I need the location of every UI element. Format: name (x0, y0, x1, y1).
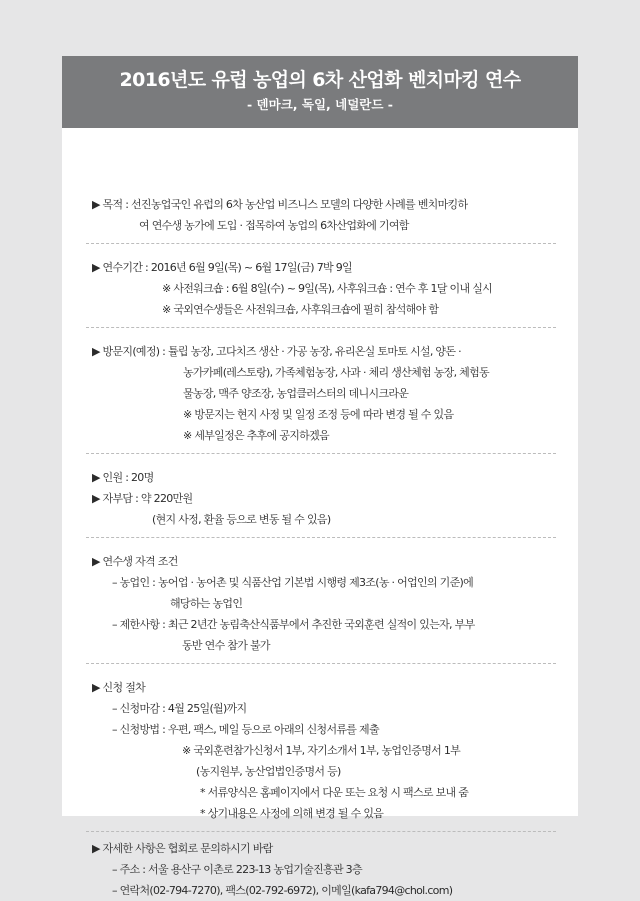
period-note: ※ 국외연수생들은 사전워크숍, 사후워크숍에 필히 참석해야 함 (162, 303, 439, 316)
application-method: – 신청방법 : 우편, 팩스, 메일 등으로 아래의 신청서류를 제출 (112, 723, 379, 736)
eligibility-farmer-cont: 해당하는 농업인 (170, 597, 243, 610)
visits-note: ※ 방문지는 현지 사정 및 일정 조정 등에 따라 변경 될 수 있음 (183, 408, 454, 421)
divider (86, 663, 556, 664)
cost-note: (현지 사정, 환율 등으로 변동 될 수 있음) (152, 513, 331, 526)
eligibility-heading: ▶ 연수생 자격 조건 (92, 555, 178, 568)
personnel-line: ▶ 인원 : 20명 (92, 471, 154, 484)
page-subtitle: - 덴마크, 독일, 네덜란드 - (247, 97, 393, 112)
purpose-line-cont: 여 연수생 농가에 도입 · 접목하여 농업의 6차산업화에 기여함 (139, 219, 409, 232)
application-note: * 서류양식은 홈페이지에서 다운 또는 요청 시 팩스로 보내 줌 (200, 786, 469, 799)
period-line: ▶ 연수기간 : 2016년 6월 9일(목) ~ 6월 17일(금) 7박 9일 (92, 261, 352, 274)
visits-note: ※ 세부일정은 추후에 공지하겠음 (183, 429, 329, 442)
period-note: ※ 사전워크숍 : 6월 8일(수) ~ 9일(목), 사후워크숍 : 연수 후 1달 이내 실시 (162, 282, 493, 295)
card-header (62, 56, 578, 128)
divider (86, 537, 556, 538)
cost-line: ▶ 자부담 : 약 220만원 (92, 492, 193, 505)
application-deadline: – 신청마감 : 4월 25일(월)까지 (112, 702, 247, 715)
eligibility-limit-cont: 동반 연수 참가 불가 (182, 639, 270, 652)
divider (86, 327, 556, 328)
application-heading: ▶ 신청 절차 (92, 681, 146, 694)
contact-phone: – 연락처(02-794-7270), 팩스(02-792-6972), 이메일(kafa794@chol.com) (112, 884, 453, 897)
application-note: * 상기내용은 사정에 의해 변경 될 수 있음 (200, 807, 384, 820)
contact-heading: ▶ 자세한 사항은 협회로 문의하시기 바람 (92, 842, 273, 855)
divider (86, 831, 556, 832)
eligibility-limit: – 제한사항 : 최근 2년간 농림축산식품부에서 추진한 국외훈련 실적이 있는자, 부부 (112, 618, 475, 631)
visits-line-cont: 농가카페(레스토랑), 가족체험농장, 사과 · 체리 생산체험 농장, 체험동 (183, 366, 489, 379)
visits-line: ▶ 방문지(예정) : 튤립 농장, 고다치즈 생산 · 가공 농장, 유리온실 토마토 시설, 양돈 · (92, 345, 461, 358)
page-title: 2016년도 유럽 농업의 6차 산업화 벤치마킹 연수 (119, 69, 521, 91)
purpose-line: ▶ 목적 : 선진농업국인 유럽의 6차 농산업 비즈니스 모델의 다양한 사례를 벤치마킹하 (92, 198, 468, 211)
divider (86, 243, 556, 244)
notice-card (62, 56, 578, 897)
divider (86, 453, 556, 454)
visits-line-cont: 물농장, 맥주 양조장, 농업클러스터의 데니시크라운 (183, 387, 409, 400)
contact-address: – 주소 : 서울 용산구 이촌로 223-13 농업기술진흥관 3층 (112, 863, 362, 876)
eligibility-farmer: – 농업인 : 농어업 · 농어촌 및 식품산업 기본법 시행령 제3조(농 · 어업인의 기준)에 (112, 576, 474, 589)
application-docs-cont: (농지원부, 농산업법인증명서 등) (196, 765, 341, 778)
application-docs: ※ 국외훈련참가신청서 1부, 자기소개서 1부, 농업인증명서 1부 (182, 744, 461, 757)
